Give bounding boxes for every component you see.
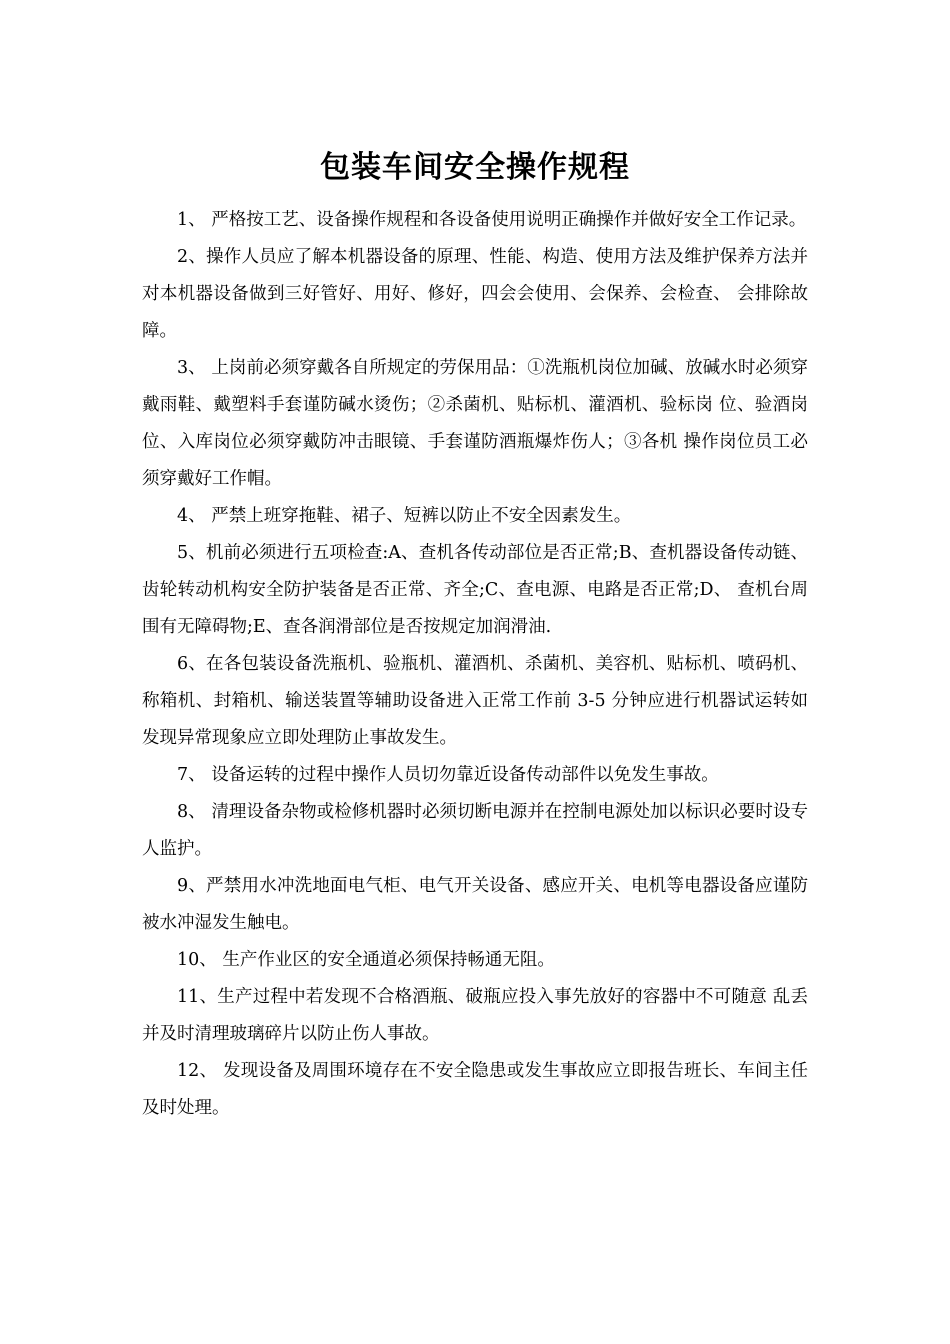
paragraph-2: 2、操作人员应了解本机器设备的原理、性能、构造、使用方法及维护保养方法并对本机器设备做到三好管好、用好、修好，四会会使用、会保养、会检查、 会排除故障。	[142, 247, 808, 341]
paragraph-9: 9、严禁用水冲洗地面电气柜、电气开关设备、感应开关、电机等电器设备应谨防被水冲湿发生触电。	[142, 876, 808, 933]
paragraph-1: 1、 严格按工艺、设备操作规程和各设备使用说明正确操作并做好安全工作记录。	[177, 210, 807, 230]
paragraph-3: 3、 上岗前必须穿戴各自所规定的劳保用品：①洗瓶机岗位加碱、放碱水时必须穿戴雨鞋、戴塑料手套谨防碱水烫伤；②杀菌机、贴标机、灌酒机、验标岗 位、验酒岗位、入库岗位必须穿戴防冲击眼镜、手套谨防酒瓶爆炸伤人；③各机 操作岗位员工必须穿戴好工作帽。	[142, 358, 808, 489]
paragraph-6: 6、在各包装设备洗瓶机、验瓶机、灌酒机、杀菌机、美容机、贴标机、喷码机、称箱机、封箱机、输送装置等辅助设备进入正常工作前 3-5 分钟应进行机器试运转如发现异常现象应立即处理防止事故发生。	[142, 654, 808, 748]
document-title: 包装车间安全操作规程	[320, 150, 630, 185]
paragraph-12: 12、 发现设备及周围环境存在不安全隐患或发生事故应立即报告班长、车间主任及时处理。	[142, 1061, 808, 1118]
paragraph-11: 11、生产过程中若发现不合格酒瓶、破瓶应投入事先放好的容器中不可随意 乱丢并及时清理玻璃碎片以防止伤人事故。	[142, 987, 808, 1044]
paragraph-10: 10、 生产作业区的安全通道必须保持畅通无阻。	[177, 950, 555, 970]
paragraph-7: 7、 设备运转的过程中操作人员切勿靠近设备传动部件以免发生事故。	[177, 765, 719, 785]
document-content	[142, 148, 808, 1127]
paragraph-4: 4、 严禁上班穿拖鞋、裙子、短裤以防止不安全因素发生。	[177, 506, 632, 526]
paragraph-5: 5、机前必须进行五项检查:A、查机各传动部位是否正常;B、查机器设备传动链、齿轮转动机构安全防护装备是否正常、齐全;C、查电源、电路是否正常;D、 查机台周围有无障碍物;E、查各润滑部位是否按规定加润滑油.	[142, 543, 808, 637]
paragraph-8: 8、 清理设备杂物或检修机器时必须切断电源并在控制电源处加以标识必要时设专人监护。	[142, 802, 808, 859]
